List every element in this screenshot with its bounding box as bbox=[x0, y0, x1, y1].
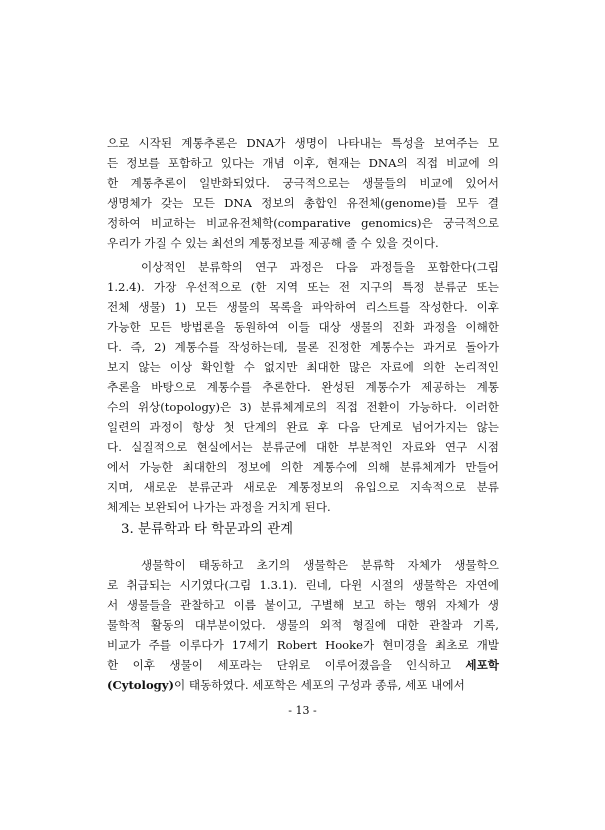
text-line: 다. 실질적으로 현실에서는 분류군에 대한 부분적인 자료와 연구 시점 bbox=[107, 440, 499, 454]
text-line: 생명체가 갖는 모든 DNA 정보의 총합인 유전체(genome)를 모두 결 bbox=[107, 196, 499, 210]
text-line: 생물학이 태동하고 초기의 생물학은 분류학 자체가 생물학으 bbox=[141, 558, 499, 572]
text-line: 수의 위상(topology)은 3) 분류체계로의 직접 전환이 가능하다. 이러한 bbox=[107, 400, 499, 414]
page-number: - 13 - bbox=[288, 704, 317, 717]
text-line: 이상적인 분류학의 연구 과정은 다음 과정들을 포함한다(그림 bbox=[141, 260, 499, 274]
text-line: 가능한 모든 방법론을 동원하여 이들 대상 생물의 진화 과정을 이해한 bbox=[107, 320, 499, 334]
bold-term: 세포학 bbox=[465, 658, 499, 672]
text-line bbox=[107, 677, 499, 693]
text-line: 1.2.4). 가장 우선적으로 (한 지역 또는 전 지구의 특정 분류군 또는 bbox=[107, 280, 499, 294]
text-line: 우리가 가질 수 있는 최선의 계통정보를 제공해 줄 수 있을 것이다. bbox=[107, 236, 439, 250]
text-line: 로 취급되는 시기였다(그림 1.3.1). 린네, 다윈 시절의 생물학은 자연에 bbox=[107, 578, 499, 592]
text-line: 지며, 새로운 분류군과 새로운 계통정보의 유입으로 지속적으로 분류 bbox=[107, 480, 499, 494]
text-line bbox=[107, 657, 499, 673]
text-line: 비교가 주를 이루다가 17세기 Robert Hooke가 현미경을 최초로 개발 bbox=[107, 638, 499, 652]
text-line: 보지 않는 이상 확인할 수 없지만 최대한 많은 자료에 의한 논리적인 bbox=[107, 360, 499, 374]
text-line: 든 정보를 포함하고 있다는 개념 이후, 현재는 DNA의 직접 비교에 의 bbox=[107, 156, 499, 170]
text-line: 추론을 바탕으로 계통수를 추론한다. 완성된 계통수가 제공하는 계통 bbox=[107, 380, 499, 394]
text-line: 서 생물들을 관찰하고 이름 붙이고, 구별해 보고 하는 행위 자체가 생 bbox=[107, 598, 499, 612]
text-line: 한 계통추론이 일반화되었다. 궁극적으로는 생물들의 비교에 있어서 bbox=[107, 176, 499, 190]
text-segment: 한 이후 생물이 세포라는 단위로 이루어졌음을 인식하고 bbox=[107, 658, 451, 672]
section-heading: 3. 분류학과 타 학문과의 관계 bbox=[121, 522, 294, 537]
text-segment: 이 태동하였다. 세포학은 세포의 구성과 종류, 세포 내에서 bbox=[174, 678, 465, 692]
text-line: 에서 가능한 최대한의 정보에 의한 계통수에 의해 분류체계가 만들어 bbox=[107, 460, 499, 474]
text-line: 체계는 보완되어 나가는 과정을 거치게 된다. bbox=[107, 500, 331, 514]
text-line: 정하여 비교하는 비교유전체학(comparative genomics)은 궁극적으로 bbox=[107, 216, 499, 230]
text-line: 다. 즉, 2) 계통수를 작성하는데, 물론 진정한 계통수는 과거로 돌아가 bbox=[107, 340, 499, 354]
text-line: 으로 시작된 계통추론은 DNA가 생명이 나타내는 특성을 보여주는 모 bbox=[107, 136, 499, 150]
text-line: 전체 생물) 1) 모든 생물의 목록을 파악하여 리스트를 작성한다. 이후 bbox=[107, 300, 499, 314]
text-line: 물학적 활동의 대부분이었다. 생물의 외적 형질에 대한 관찰과 기록, bbox=[107, 618, 499, 632]
bold-term-latin: (Cytology) bbox=[107, 678, 175, 692]
text-line: 일련의 과정이 항상 첫 단계의 완료 후 다음 단계로 넘어가지는 않는 bbox=[107, 420, 499, 434]
